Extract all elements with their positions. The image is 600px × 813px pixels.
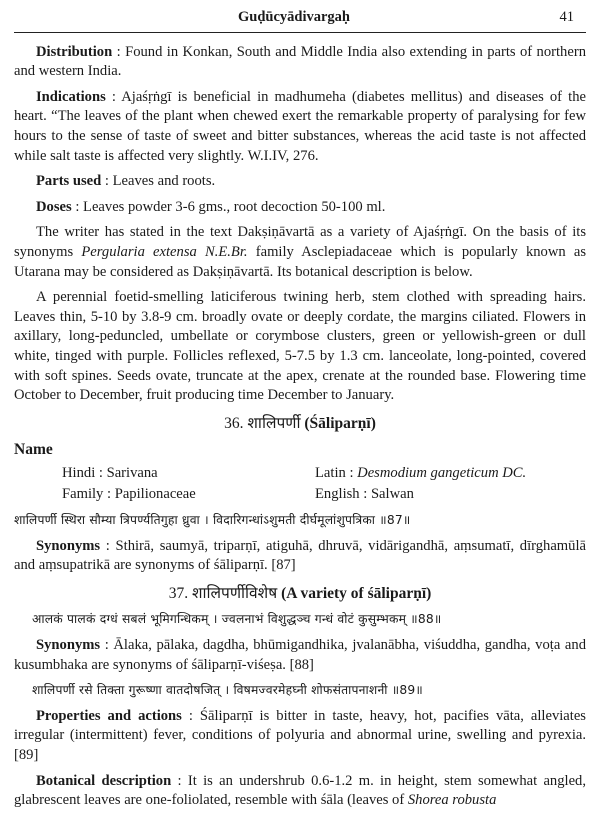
synonyms-88-text: : Ālaka, pālaka, dagdha, bhūmigandhika, jvalanābha, viśuddha, gandha, voṭa and kusumbhaka are synonyms of śāliparṇī-viśeṣa. [88] [14,637,586,673]
section-36-translit: (Śāliparṇī) [300,414,376,432]
synonyms-87-paragraph [14,537,586,576]
doses-label: Doses [36,198,72,215]
indications-label: Indications [36,88,106,105]
section-36-heading [14,414,586,434]
verse-88: आलकं पालकं दग्धं सबलं भूमिगन्धिकम् । ज्वलनाभं विशुद्धञ्च गन्धं वोटं कुसुम्भकम् ॥88॥ [32,612,442,627]
verse-87: शालिपर्णी स्थिरा सौम्या त्रिपर्ण्यतिगुहा ध्रुवा । विदारिगन्धांऽशुमती दीर्घमूलांशुपत्रिका ॥87॥ [14,513,411,528]
verse-89: शालिपर्णी रसे तिक्ता गुरूष्णा वातदोषजित् । विषमज्वरमेहघ्नी शोफसंतापनाशनी ॥89॥ [32,683,423,698]
synonyms-88-paragraph [14,636,586,675]
distribution-label: Distribution [36,43,113,60]
synonyms-88-label: Synonyms [36,637,101,654]
parts-used-label: Parts used [36,173,102,190]
name-hindi: Hindi : Sarivana [62,464,158,481]
doses-paragraph [14,198,586,218]
name-latin-label: Latin : [315,464,358,481]
writer-botanical-name: Pergularia extensa N.E.Br. [81,243,248,260]
name-english: English : Salwan [315,486,414,503]
section-36-devanagari: 36. शालिपर्णी [224,414,301,432]
distribution-text: : Found in Konkan, South and Middle India also extending in parts of northern and western India. [14,43,586,80]
name-family: Family : Papilionaceae [62,486,196,503]
names-grid [14,464,586,505]
botanical-paragraph [14,772,586,811]
botanical-text: : It is an undershrub 0.6-1.2 m. in height, stem somewhat angled, glabrescent leaves are one-foliolated, resemble with śāla (leaves of [14,772,587,809]
section-37-translit: (A variety of śāliparṇī) [277,584,432,602]
running-header [14,6,586,33]
synonyms-87-label: Synonyms [36,537,101,554]
writer-text-b: family Asclepiadaceae which is popularly known as Utarana may be considered as Dakṣiṇāvartā. Its botanical description is below. [14,243,586,280]
parts-used-paragraph [14,172,586,192]
perennial-description-paragraph: A perennial foetid-smelling laticiferous twining herb, stem clothed with spreading hairs. Leaves thin, 5-10 by 3.8-9 cm. broadly ovate or deeply cordate, the margins ciliated. Flowers in axillary, long-peduncled, umbellate or corymbose clusters, green or yellowish-green or dull white, tinged with purple. Follicles reflexed, 5-7.5 by 1.3 cm. lanceolate, long-pointed, covered with soft spines. Seeds ovate, truncate at the apex, crenate at the rounded base. Flowering time October to December, fruit producing time December to January. [14,289,586,404]
doses-text: : Leaves powder 3-6 gms., root decoction 50-100 ml. [71,198,386,215]
parts-used-text: : Leaves and roots. [101,173,216,190]
section-37-devanagari: 37. शालिपर्णीविशेष [168,584,278,602]
name-latin-value: Desmodium gangeticum DC. [357,464,527,481]
botanical-italic-name: Shorea robusta [407,792,497,809]
distribution-paragraph [14,43,586,82]
indications-text: : Ajaśṛṅgī is beneficial in madhumeha (diabetes mellitus) and diseases of the heart. “The leaves of the plant when chewed exert the remarkable property of paralysing for few hours to the sense of taste of sweet and bitter substances, whereas the acid taste is not affected while salt taste is affected very slightly. W.I.IV, 276. [14,88,586,164]
properties-label: Properties and actions [36,707,182,724]
name-latin [315,464,586,484]
indications-paragraph [14,88,586,166]
writer-text-a: The writer has stated in the text Dakṣiṇāvartā as a variety of Ajaśṛṅgī. On the basis of its synonyms [14,224,586,260]
writer-paragraph [14,223,586,282]
chapter-title: Guḍūcyādivargaḥ [238,9,350,25]
properties-paragraph [14,707,586,766]
properties-text: : Śāliparṇī is bitter in taste, heavy, hot, pacifies vāta, alleviates irregular (intermittent) fever, conditions of polyuria and abnormal urine, swelling and pyrexia. [89] [14,707,586,763]
botanical-label: Botanical description [36,772,172,789]
synonyms-87-text: : Sthirā, saumyā, triparṇī, atiguhā, dhruvā, vidārigandhā, aṃsumatī, dīrghamūlā and aṃsupatrikā are synonyms of śāliparṇī. [87] [14,537,586,574]
section-37-heading [14,584,586,604]
name-heading: Name [14,441,53,459]
page-number: 41 [559,9,574,25]
